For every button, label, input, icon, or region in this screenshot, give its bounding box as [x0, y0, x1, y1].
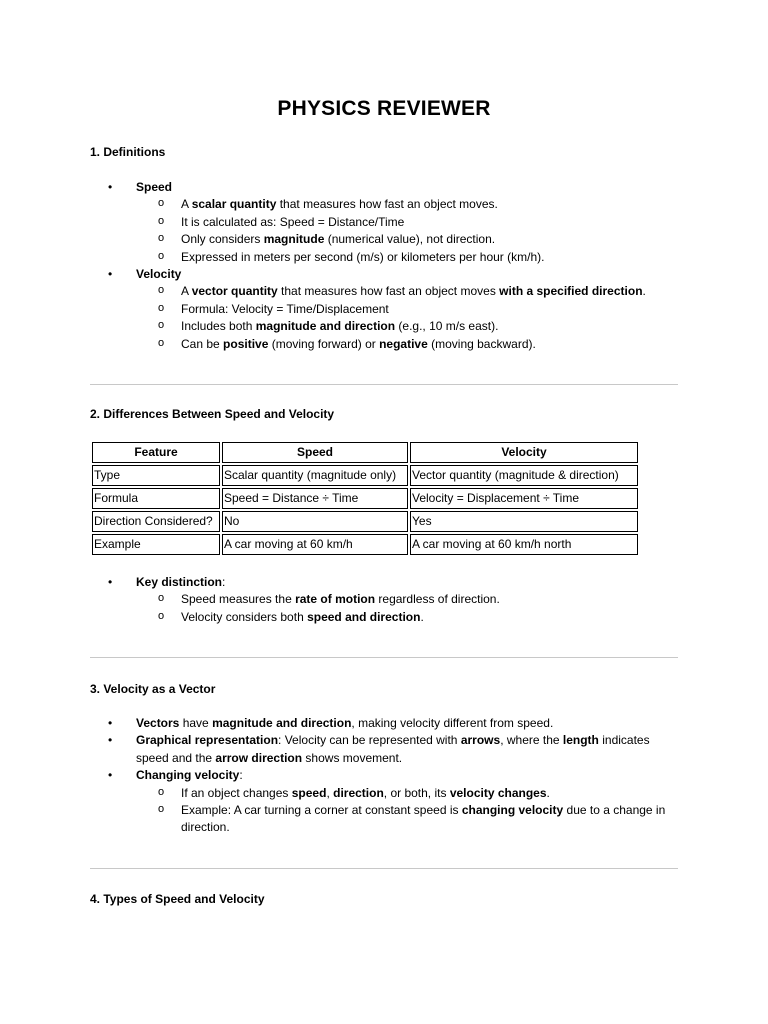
- bold-text: velocity changes: [449, 785, 547, 800]
- bullet: •: [108, 768, 113, 783]
- sub-list-item: [136, 301, 680, 318]
- bold-text: length: [562, 733, 599, 748]
- sub-bullet: o: [158, 232, 165, 245]
- text: : Velocity can be represented with: [278, 733, 461, 748]
- table-cell: Scalar quantity (magnitude only): [222, 465, 408, 486]
- term-key-distinction: Key distinction: [136, 575, 223, 589]
- bold-text: magnitude and direction: [255, 319, 396, 334]
- sub-bullet: o: [158, 214, 165, 227]
- text: (moving forward) or: [268, 336, 380, 351]
- term-changing-velocity: Changing velocity: [136, 768, 240, 783]
- bold-text: vector quantity: [191, 284, 278, 299]
- text: ,: [326, 785, 334, 800]
- table-cell: No: [222, 511, 408, 532]
- text: Velocity considers both: [181, 609, 308, 624]
- bold-text: positive: [223, 336, 269, 351]
- text: have: [179, 716, 213, 730]
- table-cell: Yes: [410, 511, 638, 532]
- text: , or both, its: [383, 785, 450, 800]
- comparison-table: [90, 440, 640, 557]
- bullet: •: [108, 733, 113, 748]
- table-cell: Type: [92, 465, 220, 486]
- rich-text: [136, 716, 553, 730]
- key-distinction-list: [90, 574, 680, 626]
- sub-list-item: [136, 336, 680, 353]
- table-cell: Velocity = Displacement ÷ Time: [410, 488, 638, 509]
- table-header-cell: Velocity: [410, 442, 638, 463]
- table-cell: Example: [92, 534, 220, 555]
- list-item-graphical-representation: [90, 732, 680, 767]
- bold-text: scalar quantity: [191, 197, 277, 212]
- sub-list-item: [136, 283, 680, 300]
- bold-text: with a specified direction: [499, 284, 643, 299]
- table-row: [92, 534, 638, 555]
- text: shows movement.: [302, 750, 403, 765]
- text: .: [420, 609, 424, 624]
- bold-text: arrow direction: [215, 750, 303, 765]
- bold-text: arrows: [460, 733, 501, 748]
- text: A: [181, 284, 192, 299]
- sub-bullet: o: [158, 336, 165, 349]
- sub-list-item: [136, 318, 680, 335]
- bold-text: magnitude: [263, 232, 325, 247]
- sub-list-item: [136, 214, 680, 231]
- table-row: [92, 511, 638, 532]
- bullet: •: [108, 716, 113, 730]
- text: .: [642, 284, 646, 299]
- definitions-list: [90, 179, 680, 353]
- sub-list-item: [136, 802, 680, 837]
- bold-text: Vectors: [136, 716, 180, 730]
- sub-bullet: o: [158, 319, 165, 332]
- text: (numerical value), not direction.: [324, 232, 496, 247]
- sub-bullet: o: [158, 803, 165, 816]
- colon: :: [222, 575, 226, 589]
- page-title: PHYSICS REVIEWER: [277, 97, 491, 120]
- key-distinction-sublist: [136, 591, 680, 626]
- text: that measures how fast an object moves: [277, 284, 500, 299]
- sub-list-item: [136, 249, 680, 266]
- velocity-vector-list: [90, 715, 680, 837]
- sub-bullet: o: [158, 249, 165, 262]
- list-item-key-distinction: [90, 574, 680, 626]
- text: Includes both: [181, 319, 256, 334]
- bold-text: magnitude and direction: [212, 716, 352, 730]
- table-cell: Vector quantity (magnitude & direction): [410, 465, 638, 486]
- text: regardless of direction.: [375, 592, 500, 607]
- speed-sublist: [136, 196, 680, 266]
- text: If an object changes: [181, 785, 292, 800]
- table-header-row: [92, 442, 638, 463]
- sub-list-item: [136, 609, 680, 626]
- list-item-speed: [90, 179, 680, 266]
- velocity-sublist: [136, 283, 680, 353]
- text: A: [181, 197, 192, 212]
- sub-bullet: o: [158, 197, 165, 210]
- text: due to a change in direction.: [181, 803, 666, 835]
- text: Speed measures the: [181, 592, 296, 607]
- divider: [90, 657, 678, 658]
- text: (moving backward).: [427, 336, 536, 351]
- term-speed: Speed: [136, 180, 173, 194]
- section-heading-definitions: 1. Definitions: [90, 145, 166, 159]
- bold-text: speed: [291, 785, 327, 800]
- list-item-changing-velocity: [90, 767, 680, 837]
- sub-bullet: o: [158, 592, 165, 605]
- rich-text: [136, 733, 650, 764]
- text: Can be: [181, 336, 224, 351]
- sub-list-item: [136, 785, 680, 802]
- divider: [90, 868, 678, 869]
- text: .: [546, 785, 550, 800]
- sub-list-item: [136, 591, 680, 608]
- bold-text: speed and direction: [307, 609, 421, 624]
- text: Only considers: [181, 232, 264, 247]
- table-cell: A car moving at 60 km/h: [222, 534, 408, 555]
- text: , where the: [500, 733, 563, 748]
- bold-text: changing velocity: [461, 803, 564, 818]
- sub-bullet: o: [158, 785, 165, 798]
- list-item-velocity: [90, 266, 680, 353]
- table-cell: Speed = Distance ÷ Time: [222, 488, 408, 509]
- bold-text: rate of motion: [295, 592, 376, 607]
- term-velocity: Velocity: [136, 267, 182, 282]
- text: Formula: Velocity = Time/Displacement: [181, 301, 389, 316]
- divider: [90, 384, 678, 385]
- bullet: •: [108, 267, 113, 282]
- list-item-vectors: [90, 715, 680, 732]
- sub-bullet: o: [158, 301, 165, 314]
- table-header-cell: Feature: [92, 442, 220, 463]
- table-row: [92, 488, 638, 509]
- text: (e.g., 10 m/s east).: [395, 319, 499, 334]
- text: Expressed in meters per second (m/s) or kilometers per hour (km/h).: [181, 249, 545, 264]
- table-row: [92, 465, 638, 486]
- sub-list-item: [136, 196, 680, 213]
- sub-list-item: [136, 231, 680, 248]
- table-header-cell: Speed: [222, 442, 408, 463]
- colon: :: [239, 768, 243, 783]
- table-cell: Direction Considered?: [92, 511, 220, 532]
- text: indicates speed and the: [136, 733, 650, 765]
- sub-bullet: o: [158, 284, 165, 297]
- bold-text: negative: [379, 336, 428, 351]
- bold-text: direction: [333, 785, 384, 800]
- sub-bullet: o: [158, 609, 165, 622]
- bullet: •: [108, 575, 113, 589]
- bold-text: Graphical representation: [136, 733, 279, 748]
- text: It is calculated as: Speed = Distance/Time: [181, 214, 405, 229]
- changing-velocity-sublist: [136, 785, 680, 837]
- table-cell: A car moving at 60 km/h north: [410, 534, 638, 555]
- bullet: •: [108, 180, 113, 194]
- table-cell: Formula: [92, 488, 220, 509]
- text: Example: A car turning a corner at constant speed is: [181, 803, 462, 818]
- text: , making velocity different from speed.: [351, 716, 554, 730]
- text: that measures how fast an object moves.: [276, 197, 498, 212]
- section-heading-types: 4. Types of Speed and Velocity: [90, 892, 265, 906]
- section-heading-differences: 2. Differences Between Speed and Velocity: [90, 407, 335, 421]
- section-heading-velocity-vector: 3. Velocity as a Vector: [90, 682, 216, 696]
